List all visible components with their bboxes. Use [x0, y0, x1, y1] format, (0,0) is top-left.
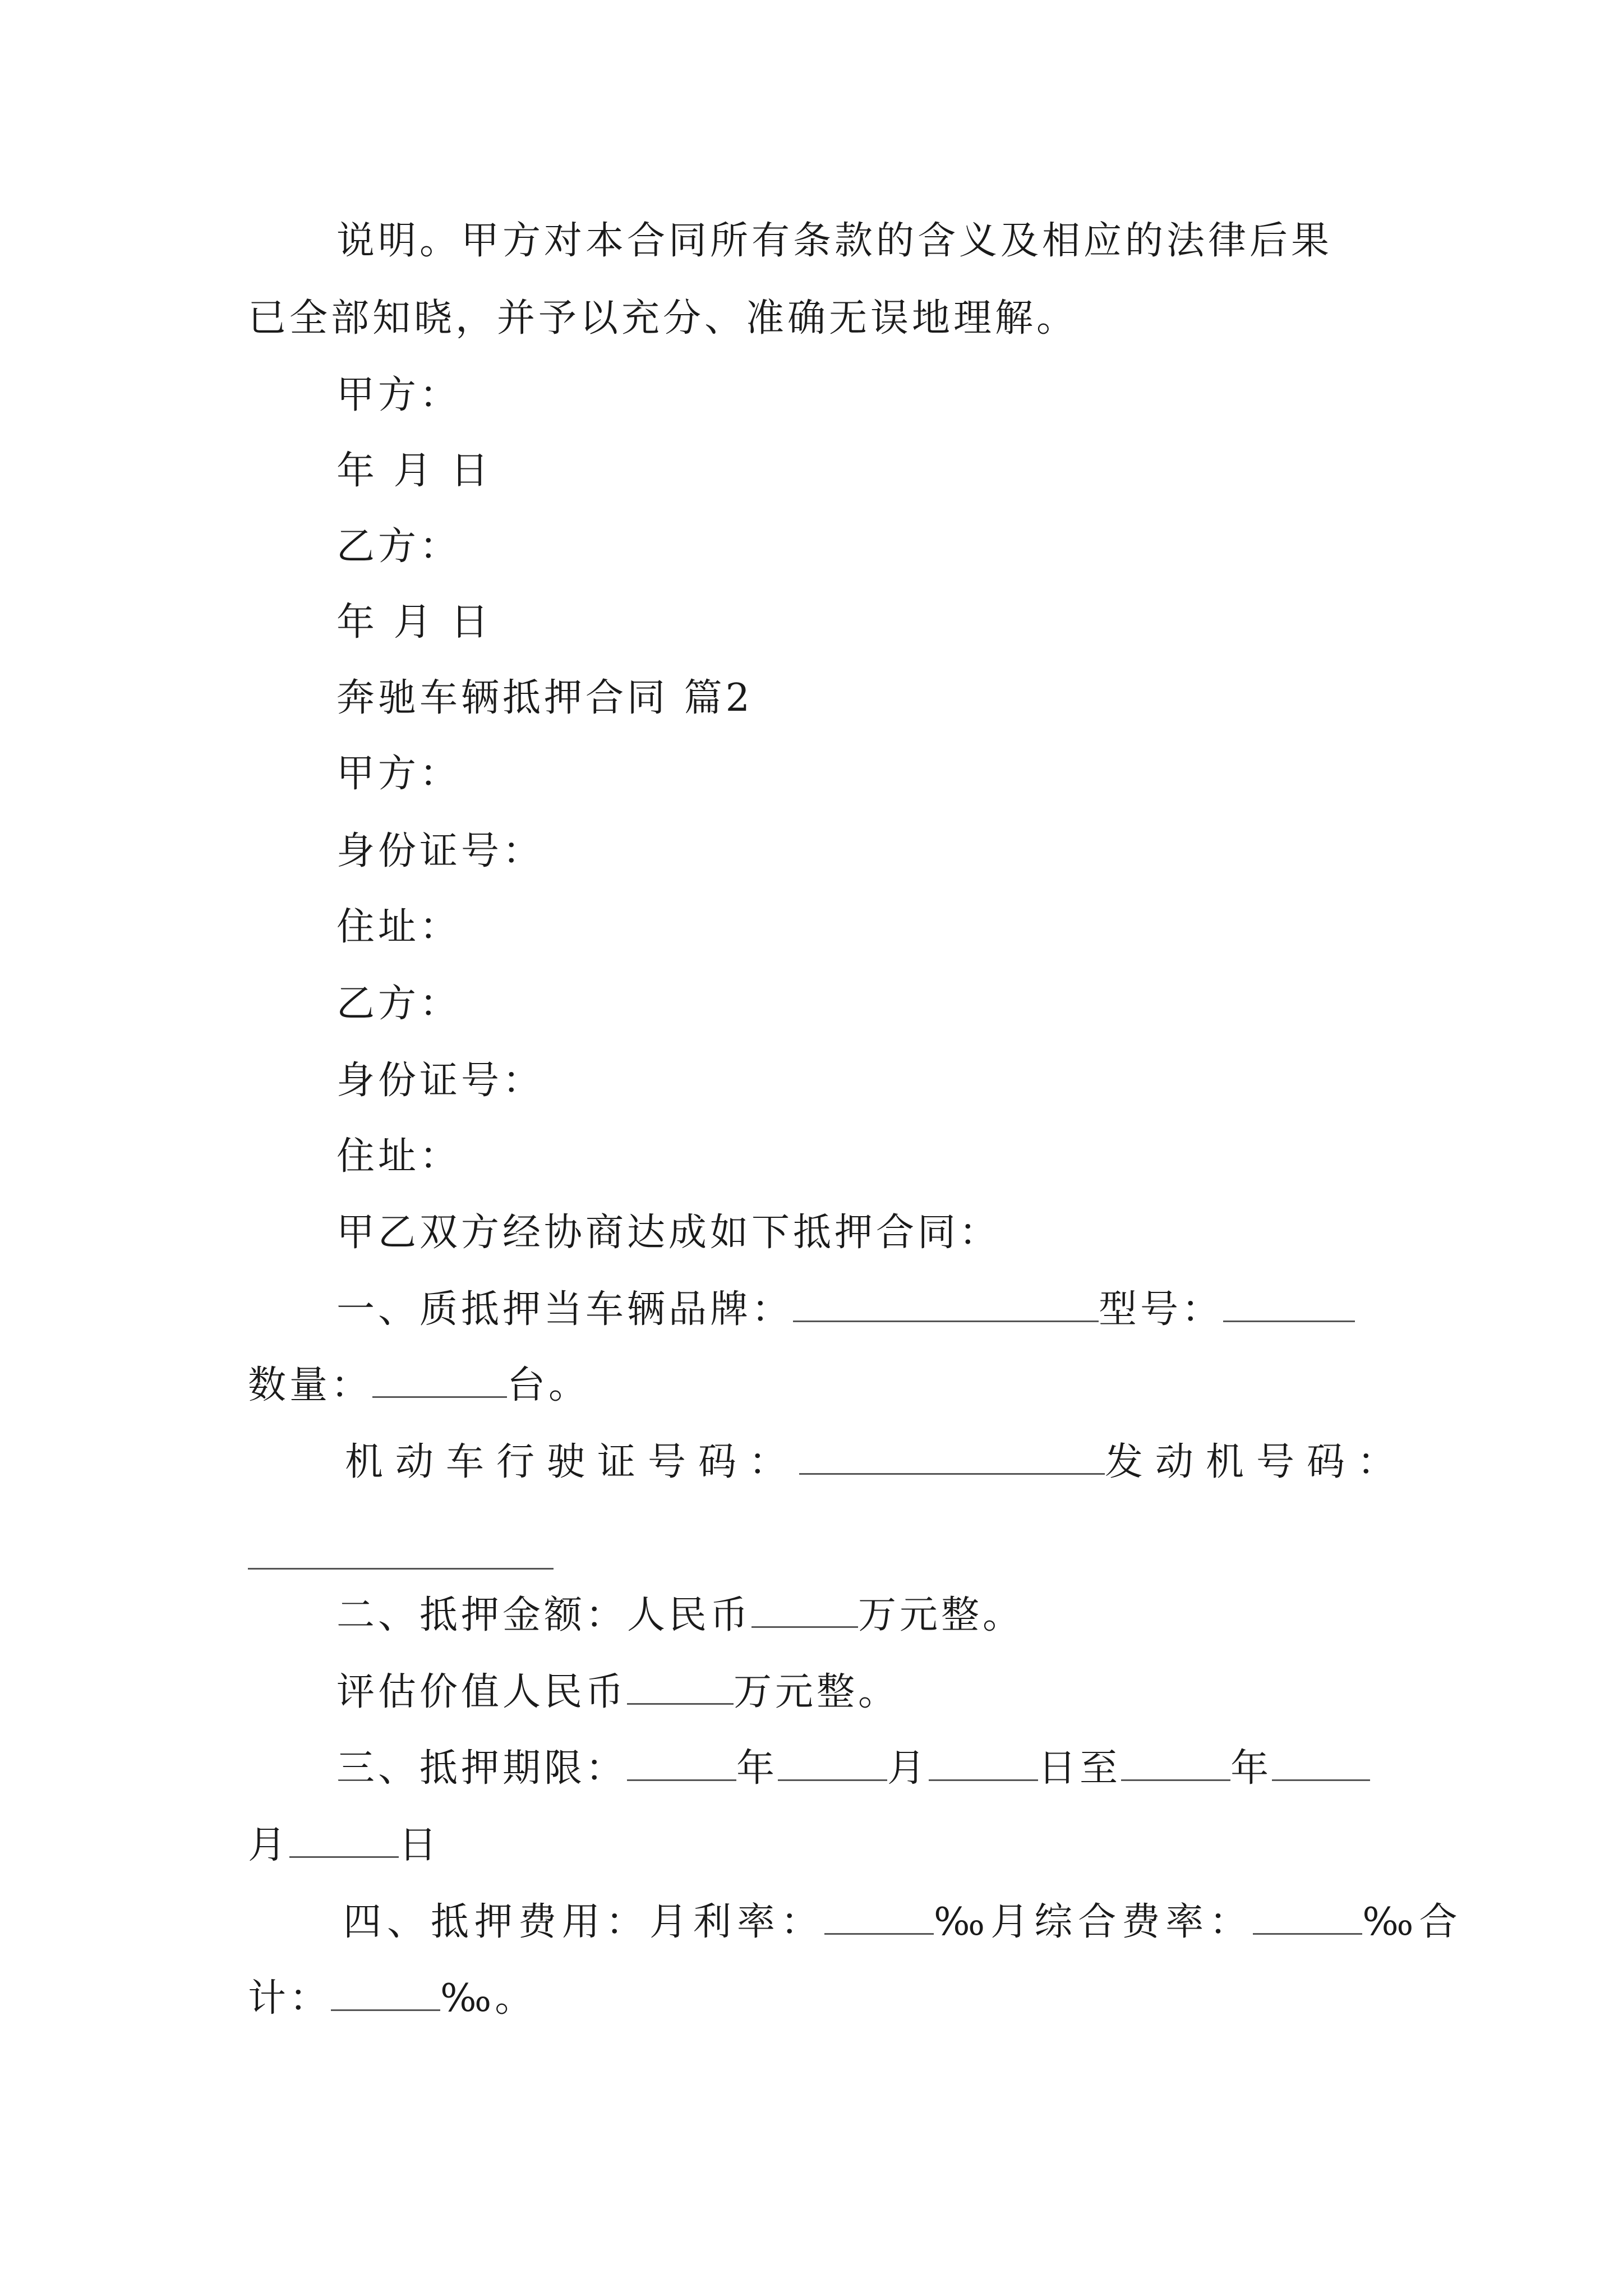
- date-line: 年 月 日: [336, 600, 492, 645]
- evaluation-blank: [627, 1671, 734, 1705]
- date-line: 年 月 日: [336, 449, 492, 493]
- evaluation-line: [336, 1664, 900, 1720]
- clause-text: 计：: [248, 1976, 331, 2021]
- clause-1-line: [336, 1282, 1355, 1338]
- license-line: [345, 1434, 1408, 1490]
- party-a-label: 甲方：: [336, 373, 462, 417]
- clause-4-line: [343, 1894, 1463, 1950]
- date-blank: [778, 1747, 887, 1781]
- clause-text: ‰月综合费率：: [934, 1900, 1253, 1944]
- party-a-label: 甲方：: [336, 752, 462, 796]
- party-b-label: 乙方：: [336, 982, 462, 1026]
- rate-blank: [824, 1901, 934, 1935]
- section-title: 奔驰车辆抵押合同 篇2: [336, 676, 753, 720]
- clause-text: 万元整。: [858, 1593, 1025, 1637]
- date-blank: [929, 1747, 1038, 1781]
- clause-text: 日至: [1038, 1746, 1122, 1791]
- clause-text: 万元整。: [734, 1670, 900, 1714]
- date-blank: [627, 1747, 736, 1781]
- paragraph-line: 说明。甲方对本合同所有条款的含义及相应的法律后果: [336, 219, 1333, 263]
- license-blank: [799, 1441, 1105, 1475]
- clause-text: 三、抵押期限：: [336, 1746, 628, 1791]
- clause-text: 年: [1230, 1746, 1272, 1791]
- engine-number-blank: [248, 1568, 554, 1570]
- clause-text: 月: [887, 1746, 929, 1791]
- brand-blank: [793, 1288, 1099, 1322]
- clause-1-line: [248, 1358, 590, 1414]
- clause-text: 月: [248, 1823, 290, 1867]
- id-number-label: 身份证号：: [336, 1059, 545, 1103]
- clause-text: 机动车行驶证号码：: [345, 1440, 800, 1484]
- clause-text: 数量：: [248, 1363, 373, 1407]
- clause-text: 型号：: [1099, 1287, 1224, 1332]
- party-b-label: 乙方：: [336, 524, 462, 569]
- clause-text: 一、质抵押当车辆品牌：: [336, 1287, 794, 1332]
- clause-text: 二、抵押金额：人民币: [336, 1593, 752, 1637]
- rate-blank: [331, 1977, 440, 2011]
- clause-text: ‰。: [440, 1976, 537, 2021]
- clause-2-line: [336, 1588, 1024, 1644]
- agreement-intro: 甲乙双方经协商达成如下抵押合同：: [336, 1211, 1001, 1255]
- date-blank: [1272, 1747, 1370, 1781]
- date-blank: [289, 1824, 399, 1858]
- rate-blank: [1253, 1901, 1362, 1935]
- paragraph-line: 已全部知晓，并予以充分、准确无误地理解。: [248, 296, 1078, 341]
- clause-4-line: [248, 1971, 536, 2027]
- clause-text: 发动机号码：: [1105, 1440, 1408, 1484]
- address-label: 住址：: [336, 1134, 462, 1179]
- address-label: 住址：: [336, 905, 462, 949]
- clause-text: 评估价值人民币: [336, 1670, 628, 1714]
- clause-text: ‰合: [1362, 1900, 1463, 1944]
- clause-3-line: [336, 1741, 1370, 1797]
- amount-blank: [751, 1594, 858, 1628]
- model-blank: [1223, 1288, 1355, 1322]
- clause-text: 日: [399, 1823, 441, 1867]
- date-blank: [1121, 1747, 1230, 1781]
- clause-text: 年: [736, 1746, 778, 1791]
- quantity-blank: [372, 1364, 507, 1398]
- id-number-label: 身份证号：: [336, 829, 545, 873]
- clause-text: 四、抵押费用：月利率：: [343, 1900, 825, 1944]
- clause-text: 台。: [507, 1363, 591, 1407]
- clause-3-line: [248, 1818, 440, 1874]
